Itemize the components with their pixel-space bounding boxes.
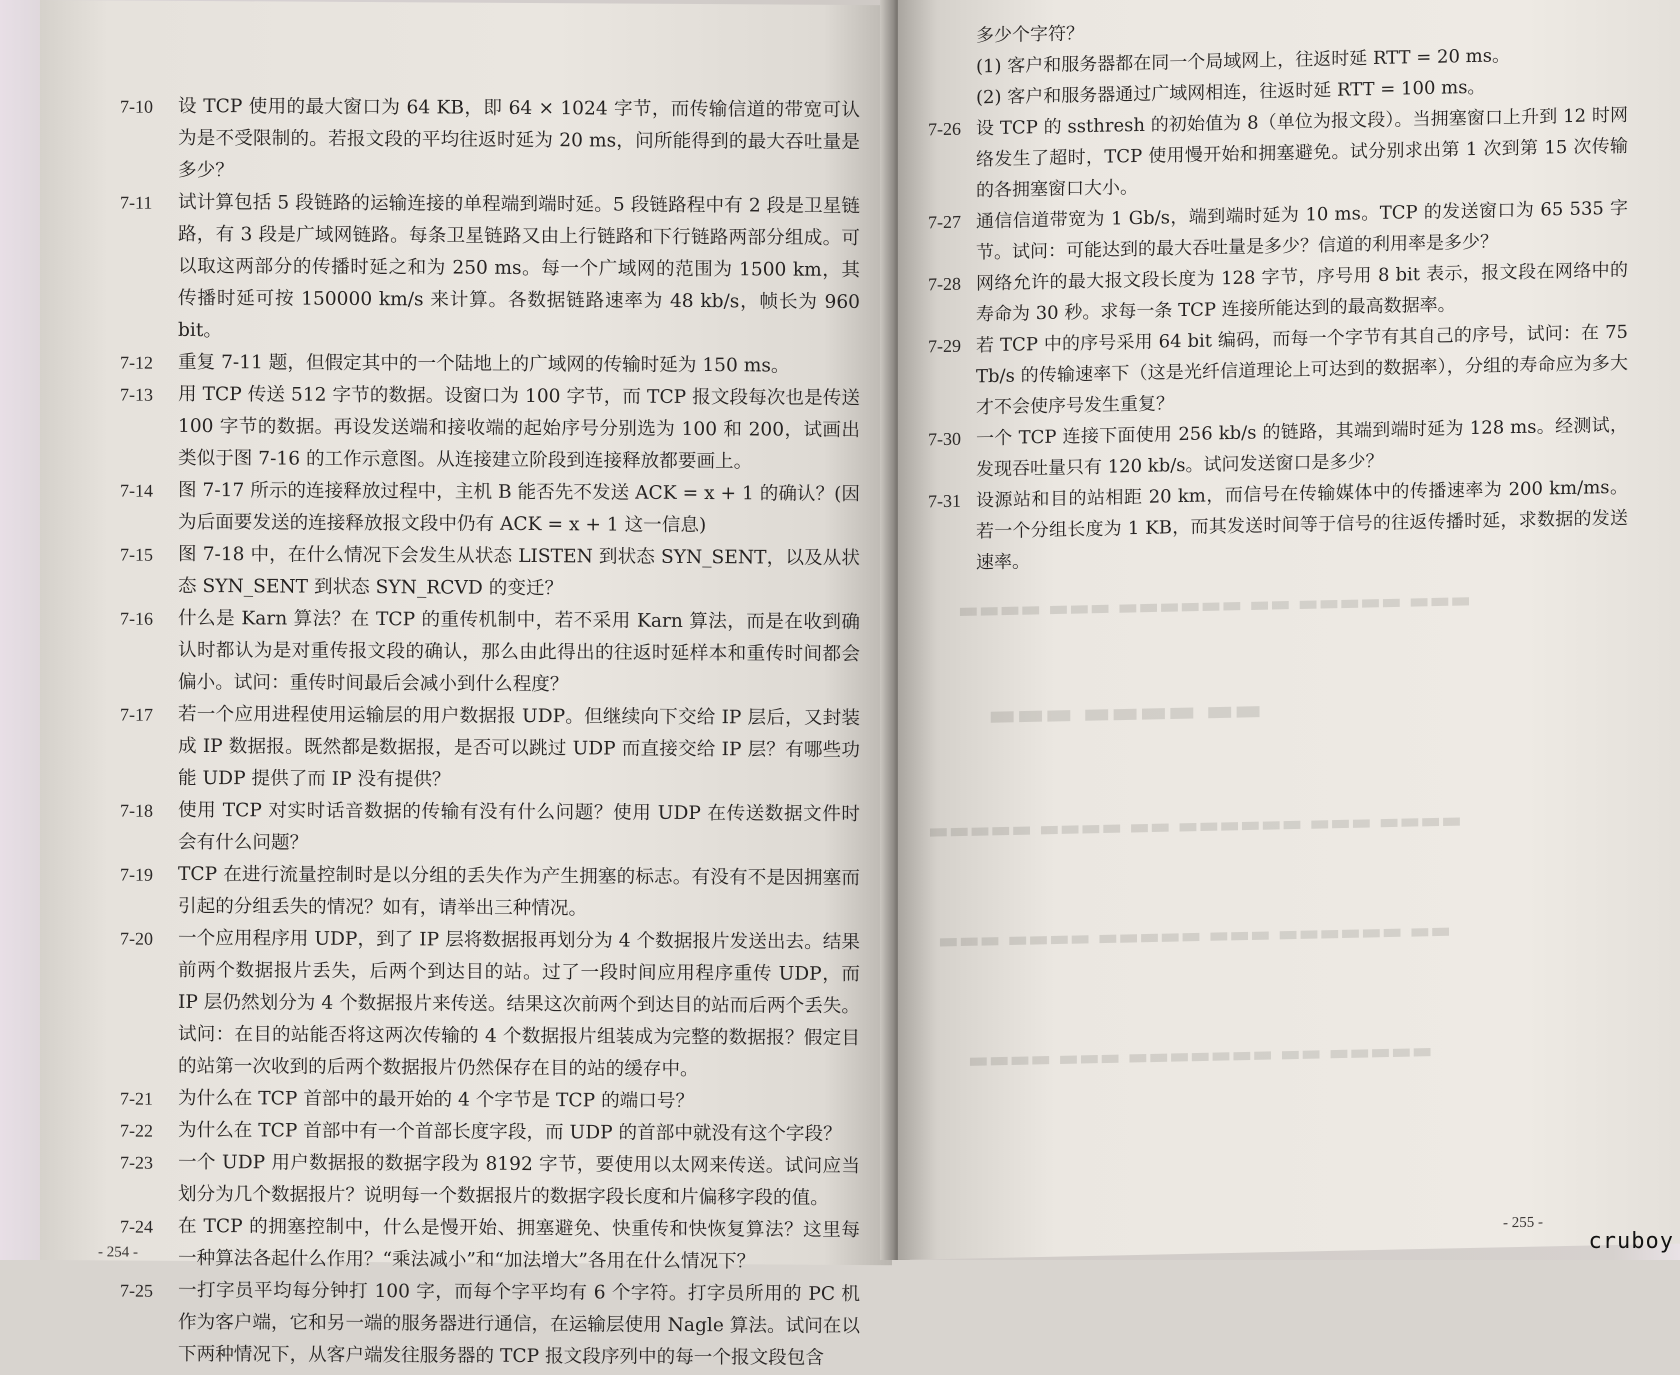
question-7-12 — [120, 346, 860, 383]
left-page — [40, 0, 892, 1369]
right-question-list — [928, 7, 1628, 580]
question-7-15 — [120, 538, 860, 607]
question-number-spacer — [928, 20, 976, 21]
bleed-through-text: ▬▬▬ ▬▬▬▬▬ ▬▬ ▬▬▬▬▬▬ ▬▬▬ ▬▬▬▬ — [958, 587, 1472, 624]
question-number: 7-23 — [120, 1152, 153, 1173]
question-7-16 — [120, 602, 860, 703]
question-text: 为什么在 TCP 首部中有一个首部长度字段，而 UDP 的首部中就没有这个字段？ — [178, 1119, 842, 1145]
question-text: 通信信道带宽为 1 Gb/s，端到端时延为 10 ms。TCP 的发送窗口为 65 535 字节。试问：可能达到的最大吞吐量是多少？信道的利用率是多少？ — [976, 197, 1628, 264]
question-number: 7-29 — [928, 335, 961, 357]
question-7-22 — [120, 1114, 860, 1151]
question-7-25 — [120, 1274, 860, 1375]
question-7-21 — [120, 1082, 860, 1119]
question-number: 7-27 — [928, 211, 961, 233]
page-number: - 254 - — [98, 1244, 138, 1261]
question-text: 试计算包括 5 段链路的运输连接的单程端到端时延。5 段链路程中有 2 段是卫星链路，有 3 段是广域网链路。每条卫星链路又由上行链路和下行链路两部分组成。可以取这两部分的传播时延之和为 250 ms。每一个广域网的范围为 1500 km，其传播时延可按 150000 km/s 来计算。各数据链路速率为 48 kb/s，帧长为 960 bit。 — [178, 191, 860, 342]
question-text: 设 TCP 的 ssthresh 的初始值为 8（单位为报文段）。当拥塞窗口上升到 12 时网络发生了超时，TCP 使用慢开始和拥塞避免。试分别求出第 1 次到第 15 次传输的各拥塞窗口大小。 — [976, 104, 1628, 202]
bleed-through-text: ▬▬▬▬ ▬▬▬ ▬▬▬▬▬▬ ▬▬ ▬▬▬▬ ▬▬▬▬▬ — [928, 808, 1462, 845]
sub-item-2: (2) 客户和服务器通过广域网相连，往返时延 RTT = 100 ms。 — [976, 76, 1486, 109]
question-7-10 — [120, 90, 860, 191]
page-number: - 255 - — [1503, 1214, 1543, 1232]
left-question-list — [120, 90, 860, 1375]
question-number: 7-10 — [120, 96, 153, 117]
question-number: 7-26 — [928, 118, 961, 140]
question-7-17 — [120, 698, 860, 799]
question-number: 7-17 — [120, 704, 153, 725]
question-text-continuation — [976, 7, 1628, 114]
question-7-23 — [120, 1146, 860, 1215]
question-7-11 — [120, 186, 860, 351]
question-text: 若 TCP 中的序号采用 64 bit 编码，而每一个字节有其自己的序号，试问：在 75 Tb/s 的传输速率下（这是光纤信道理论上可达到的数据率），分组的寿命应为多大才不会使序号发生重复？ — [976, 321, 1628, 419]
question-number: 7-14 — [120, 480, 153, 501]
question-text: 重复 7-11 题，但假定其中的一个陆地上的广域网的传输时延为 150 ms。 — [178, 351, 790, 377]
question-7-14 — [120, 474, 860, 543]
question-number: 7-15 — [120, 544, 153, 565]
question-7-25-continuation — [928, 7, 1628, 115]
bleed-through-text: ▬▬▬▬▬ ▬▬ ▬▬▬▬▬▬▬ ▬▬▬ ▬▬▬▬ — [968, 1038, 1433, 1074]
sub-item-1: (1) 客户和服务器都在同一个局域网上，往返时延 RTT = 20 ms。 — [976, 45, 1510, 78]
bleed-through-heading: ▬▬ ▬▬▬▬ ▬▬▬ — [988, 692, 1263, 734]
question-number: 7-12 — [120, 352, 153, 373]
question-text: 图 7-17 所示的连接释放过程中，主机 B 能否先不发送 ACK = x + 1 的确认？(因为后面要发送的连接释放报文段中仍有 ACK = x + 1 这一信息) — [178, 479, 860, 537]
question-7-31 — [928, 472, 1628, 580]
question-7-26 — [928, 100, 1628, 208]
right-page — [898, 0, 1680, 1260]
question-number: 7-28 — [928, 273, 961, 295]
question-number: 7-30 — [928, 428, 961, 450]
question-text: 设源站和目的站相距 20 km，而信号在传输媒体中的传播速率为 200 km/ms。若一个分组长度为 1 KB，而其发送时间等于信号的往返传播时延，求数据的发送速率。 — [976, 476, 1628, 574]
question-number: 7-22 — [120, 1120, 153, 1141]
question-text: 在 TCP 的拥塞控制中，什么是慢开始、拥塞避免、快重传和快恢复算法？这里每一种算法各起什么作用？“乘法减小”和“加法增大”各用在什么情况下？ — [178, 1215, 860, 1273]
question-text: 一个应用程序用 UDP，到了 IP 层将数据报再划分为 4 个数据报片发送出去。结果前两个数据报片丢失，后两个到达目的站。过了一段时间应用程序重传 UDP，而 IP 层仍然划分为 4 个数据报片来传送。结果这次前两个到达目的站而后两个丢失。试问：在目的站能否将这两次传输的 4 个数据报片组装成为完整的数据报？假定目的站第一次收到的后两个数据报片仍然保存在目的站的缓存中。 — [178, 927, 860, 1081]
question-number: 7-19 — [120, 864, 153, 885]
bleed-through-text: ▬▬ ▬▬▬▬▬▬ ▬▬▬ ▬▬▬▬▬ ▬▬▬▬ ▬▬▬ — [938, 918, 1452, 955]
question-number: 7-16 — [120, 608, 153, 629]
question-number: 7-11 — [120, 192, 153, 213]
question-number: 7-21 — [120, 1088, 153, 1109]
question-text: 图 7-18 中，在什么情况下会发生从状态 LISTEN 到状态 SYN_SENT，以及从状态 SYN_SENT 到状态 SYN_RCVD 的变迁？ — [178, 543, 860, 600]
question-text: 一打字员平均每分钟打 100 字，而每个字平均有 6 个字符。打字员所用的 PC 机作为客户端，它和另一端的服务器进行通信，在运输层使用 Nagle 算法。试问在以下两种情况下，从客户端发往服务器的 TCP 报文段序列中的每一个报文段包含 — [178, 1279, 860, 1369]
question-text: 用 TCP 传送 512 字节的数据。设窗口为 100 字节，而 TCP 报文段每次也是传送 100 字节的数据。再设发送端和接收端的起始序号分别选为 100 和 200，试画出类似于图 7-16 的工作示意图。从连接建立阶段到连接释放都要画上。 — [178, 383, 860, 473]
question-7-24 — [120, 1210, 860, 1279]
question-7-18 — [120, 794, 860, 863]
question-text: 一个 UDP 用户数据报的数据字段为 8192 字节，要使用以太网来传送。试问应当划分为几个数据报片？说明每一个数据报片的数据字段长度和片偏移字段的值。 — [178, 1151, 860, 1209]
question-number: 7-13 — [120, 384, 153, 405]
question-number: 7-20 — [120, 928, 153, 949]
continuation-line: 多少个字符？ — [976, 23, 1084, 47]
question-text: 设 TCP 使用的最大窗口为 64 KB，即 64 × 1024 字节，而传输信道的带宽可认为是不受限制的。若报文段的平均往返时延为 20 ms，问所能得到的最大吞吐量是多少？ — [178, 95, 860, 182]
question-text: 使用 TCP 对实时话音数据的传输有没有什么问题？使用 UDP 在传送数据文件时会有什么问题？ — [178, 799, 860, 854]
question-7-29 — [928, 317, 1628, 425]
question-text: 为什么在 TCP 首部中的最开始的 4 个字节是 TCP 的端口号？ — [178, 1087, 695, 1112]
question-7-19 — [120, 858, 860, 927]
question-number: 7-25 — [120, 1280, 153, 1301]
question-text: 网络允许的最大报文段长度为 128 字节，序号用 8 bit 表示，报文段在网络中的寿命为 30 秒。求每一条 TCP 连接所能达到的最高数据率。 — [976, 259, 1628, 326]
question-number: 7-31 — [928, 490, 961, 512]
watermark: cruboy — [1588, 1229, 1674, 1254]
question-number: 7-24 — [120, 1216, 153, 1237]
question-text: TCP 在进行流量控制时是以分组的丢失作为产生拥塞的标志。有没有不是因拥塞而引起的分组丢失的情况？如有，请举出三种情况。 — [178, 863, 860, 920]
question-text: 一个 TCP 连接下面使用 256 kb/s 的链路，其端到端时延为 128 ms。经测试，发现吞吐量只有 120 kb/s。试问发送窗口是多少？ — [976, 414, 1628, 481]
question-7-13 — [120, 378, 860, 479]
question-number: 7-18 — [120, 800, 153, 821]
question-7-20 — [120, 922, 860, 1087]
question-text: 什么是 Karn 算法？在 TCP 的重传机制中，若不采用 Karn 算法，而是在收到确认时都认为是对重传报文段的确认，那么由此得出的往返时延样本和重传时间都会偏小。试问：重传时间最后会减小到什么程度？ — [178, 607, 860, 696]
question-text: 若一个应用进程使用运输层的用户数据报 UDP。但继续向下交给 IP 层后，又封装成 IP 数据报。既然都是数据报，是否可以跳过 UDP 而直接交给 IP 层？有哪些功能 UDP 提供了而 IP 没有提供？ — [178, 703, 860, 791]
